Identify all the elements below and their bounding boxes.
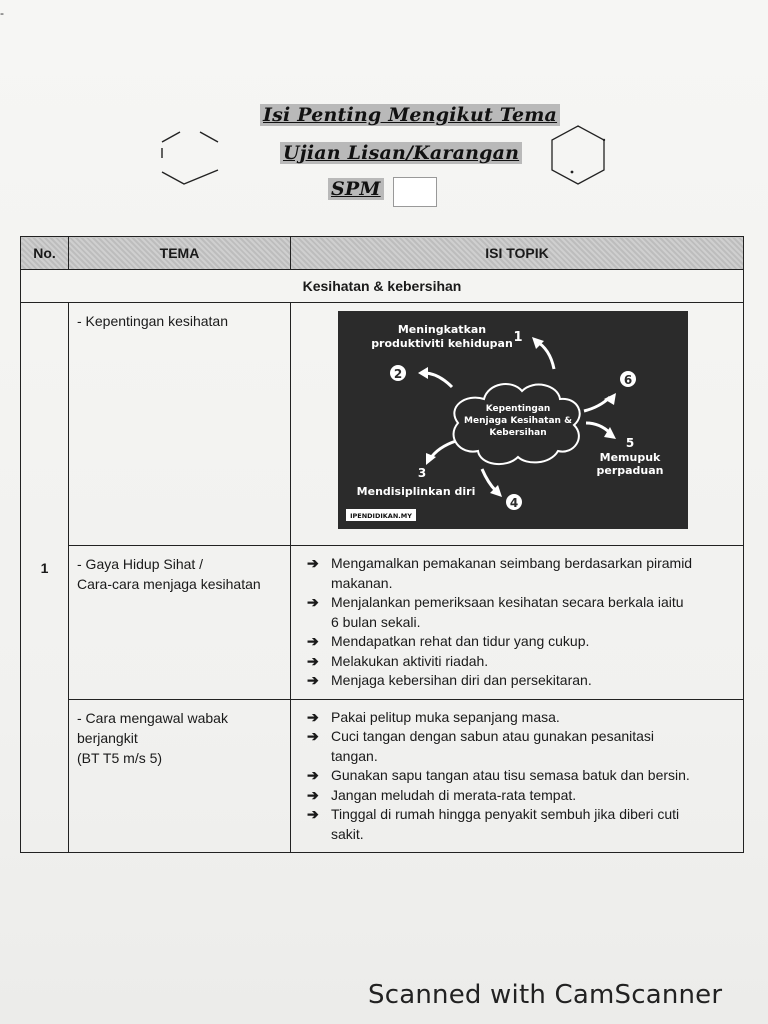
hexagon-decoration-left <box>160 128 222 188</box>
list-item: ➔ Mendapatkan rehat dan tidur yang cukup. <box>301 632 733 652</box>
tema-text: berjangkit <box>77 729 138 746</box>
arrow-right-icon: ➔ <box>307 672 319 688</box>
topic-table <box>20 236 744 853</box>
edge-mark: - <box>0 6 4 20</box>
header-tema: TEMA <box>69 237 291 270</box>
point-list <box>301 554 733 691</box>
arrow-right-icon: ➔ <box>307 633 319 649</box>
table-row <box>21 546 744 700</box>
number-2: 2 <box>393 367 403 381</box>
isi-cell <box>291 546 744 700</box>
section-title: Kesihatan & kebersihan <box>21 270 744 303</box>
tema-cell <box>69 546 291 700</box>
item1-line-1: Meningkatkan <box>397 323 487 336</box>
arrow-right-icon: ➔ <box>307 708 319 725</box>
table-row <box>21 303 744 546</box>
list-item: ➔ Jangan meludah di merata-rata tempat. <box>301 786 733 806</box>
redacted-year-box <box>393 177 437 207</box>
item3-text: Mendisiplinkan diri <box>356 485 476 498</box>
brand-text: IPENDIDIKAN.MY <box>350 512 412 520</box>
title-line-1: Isi Penting Mengikut Tema <box>260 104 560 126</box>
number-5: 5 <box>625 436 635 450</box>
number-1: 1 <box>513 330 523 345</box>
arrow-right-icon: ➔ <box>307 594 319 610</box>
kepentingan-diagram <box>338 311 688 529</box>
item5-line-2: perpaduan <box>596 464 664 477</box>
row-number: 1 <box>21 303 69 853</box>
tema-text: - Gaya Hidup Sihat / <box>77 556 204 572</box>
diagram-cell <box>291 303 744 546</box>
hexagon-decoration-right <box>546 124 610 188</box>
arrow-right-icon: ➔ <box>307 652 319 669</box>
center-line-1: Kepentingan <box>485 404 551 414</box>
arrow-right-icon: ➔ <box>307 786 319 803</box>
isi-cell <box>291 699 744 853</box>
arrow-right-icon: ➔ <box>307 806 319 822</box>
list-item: ➔ Gunakan sapu tangan atau tisu semasa batuk dan bersin. <box>301 766 733 786</box>
item5-line-1: Memupuk <box>599 451 661 464</box>
table-header-row <box>21 237 744 270</box>
list-item: ➔ Mengamalkan pemakanan seimbang berdasarkan piramid makanan. <box>307 555 693 591</box>
point-list <box>301 708 733 845</box>
tema-text: Cara-cara menjaga kesihatan <box>77 576 261 592</box>
list-item: ➔ Cuci tangan dengan sabun atau gunakan pesanitasi tangan. <box>307 728 655 764</box>
list-item: ➔ Melakukan aktiviti riadah. <box>301 652 733 672</box>
arrow-right-icon: ➔ <box>307 767 319 783</box>
tema-cell <box>69 699 291 853</box>
number-4: 4 <box>509 496 519 510</box>
item1-line-2: produktiviti kehidupan <box>371 337 513 350</box>
title-line-3: SPM <box>328 178 384 200</box>
center-line-3: Kebersihan <box>489 428 547 438</box>
camscanner-watermark: Scanned with CamScanner <box>368 980 723 1010</box>
number-6: 6 <box>623 373 633 387</box>
arrow-right-icon: ➔ <box>307 555 319 571</box>
center-line-2: Menjaga Kesihatan & <box>464 416 572 426</box>
header-isi-topik: ISI TOPIK <box>291 237 744 270</box>
header-no: No. <box>21 237 69 270</box>
section-row <box>21 270 744 303</box>
title-line-2: Ujian Lisan/Karangan <box>280 142 522 164</box>
list-item: ➔ Tinggal di rumah hingga penyakit sembuh jika diberi cuti sakit. <box>307 806 680 842</box>
table-row <box>21 699 744 853</box>
tema-text: - Cara mengawal wabak <box>77 709 228 726</box>
arrow-right-icon: ➔ <box>307 728 319 744</box>
tema-text: (BT T5 m/s 5) <box>77 749 163 766</box>
list-item: ➔ Menjaga kebersihan diri dan persekitaran. <box>301 671 733 691</box>
tema-text: - Kepentingan kesihatan <box>77 313 228 329</box>
list-item: ➔ Menjalankan pemeriksaan kesihatan secara berkala iaitu 6 bulan sekali. <box>307 594 684 630</box>
tema-cell <box>69 303 291 546</box>
list-item: ➔ Pakai pelitup muka sepanjang masa. <box>301 708 733 728</box>
number-3: 3 <box>417 466 427 480</box>
